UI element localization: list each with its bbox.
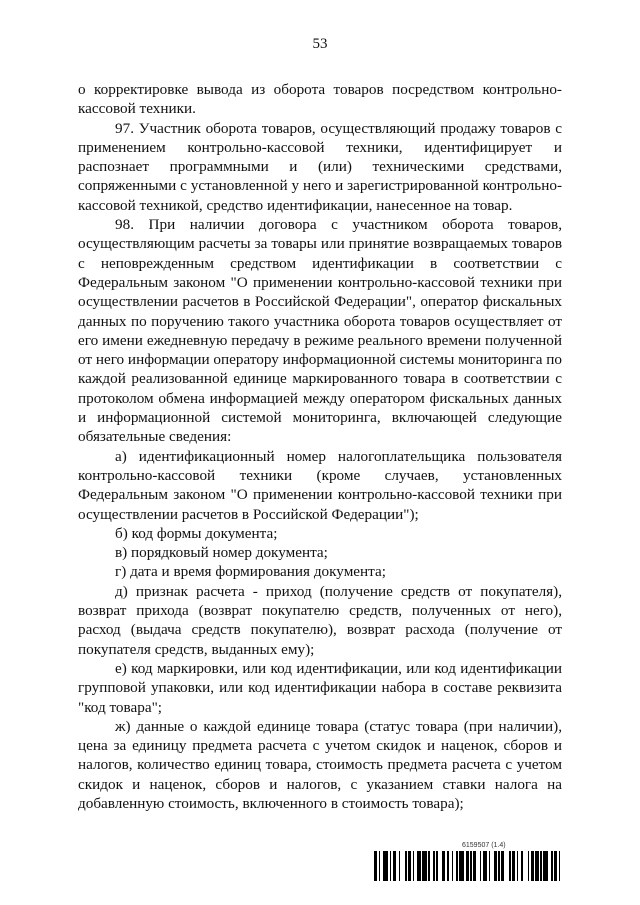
paragraph-97: 97. Участник оборота товаров, осуществляющий продажу товаров с применением контрольно-кассовой техники, идентифицирует и распознает программными и (или) техническими средствами, сопряженными с установленной у него и зарегистрированной контрольно-кассовой техникой, средство идентификации, нанесенное на товар. bbox=[78, 119, 562, 214]
list-item-zh: ж) данные о каждой единице товара (статус товара (при наличии), цена за единицу предмета расчета с учетом скидок и наценок, сборов и налогов, количество единиц товара, стоимость предмета расчета с учетом скидок и наценок, сборов и налогов, с указанием ставки налога на добавленную стоимость, включенного в стоимость товара); bbox=[78, 717, 562, 812]
list-item-v: в) порядковый номер документа; bbox=[115, 544, 328, 562]
list-item-d: д) признак расчета - приход (получение средств от покупателя), возврат прихода (возврат покупателю средств, полученных от него), расход (выдача средств покупателю), возврат расхода (получение от покупателя средств, выданных ему); bbox=[78, 582, 562, 658]
list-item-b: б) код формы документа; bbox=[115, 524, 278, 542]
list-item-g: г) дата и время формирования документа; bbox=[115, 563, 386, 581]
list-item-a: а) идентификационный номер налогоплательщика пользователя контрольно-кассовой техники (кроме случаев, установленных Федеральным законом "О применении контрольно-кассовой техники при осуществлении расчетов в Российской Федерации"); bbox=[78, 447, 562, 523]
paragraph-98: 98. При наличии договора с участником оборота товаров, осуществляющим расчеты за товары или принятие возвращаемых товаров с неповрежденным средством идентификации в соответствии с Федеральным законом "О применении контрольно-кассовой техники при осуществлении расчетов в Российской Федерации", оператор фискальных данных по поручению такого участника оборота товаров осуществляет от его имени ежедневную передачу в режиме реального времени полученной от него информации оператору информационной системы мониторинга по каждой реализованной единице маркированного товара в соответствии с протоколом обмена информацией между оператором фискальных данных и информационной системой мониторинга, включающей следующие обязательные сведения: bbox=[78, 216, 562, 446]
page-number: 53 bbox=[312, 36, 328, 52]
barcode bbox=[374, 851, 564, 881]
list-item-e: е) код маркировки, или код идентификации, или код идентификации групповой упаковки, или код идентификации набора в составе реквизита "код товара"; bbox=[78, 659, 562, 716]
paragraph-continuation: о корректировке вывода из оборота товаров посредством контрольно-кассовой техники. bbox=[78, 81, 562, 118]
document-code: 6159507 (1.4) bbox=[462, 842, 506, 849]
document-body bbox=[78, 80, 562, 813]
